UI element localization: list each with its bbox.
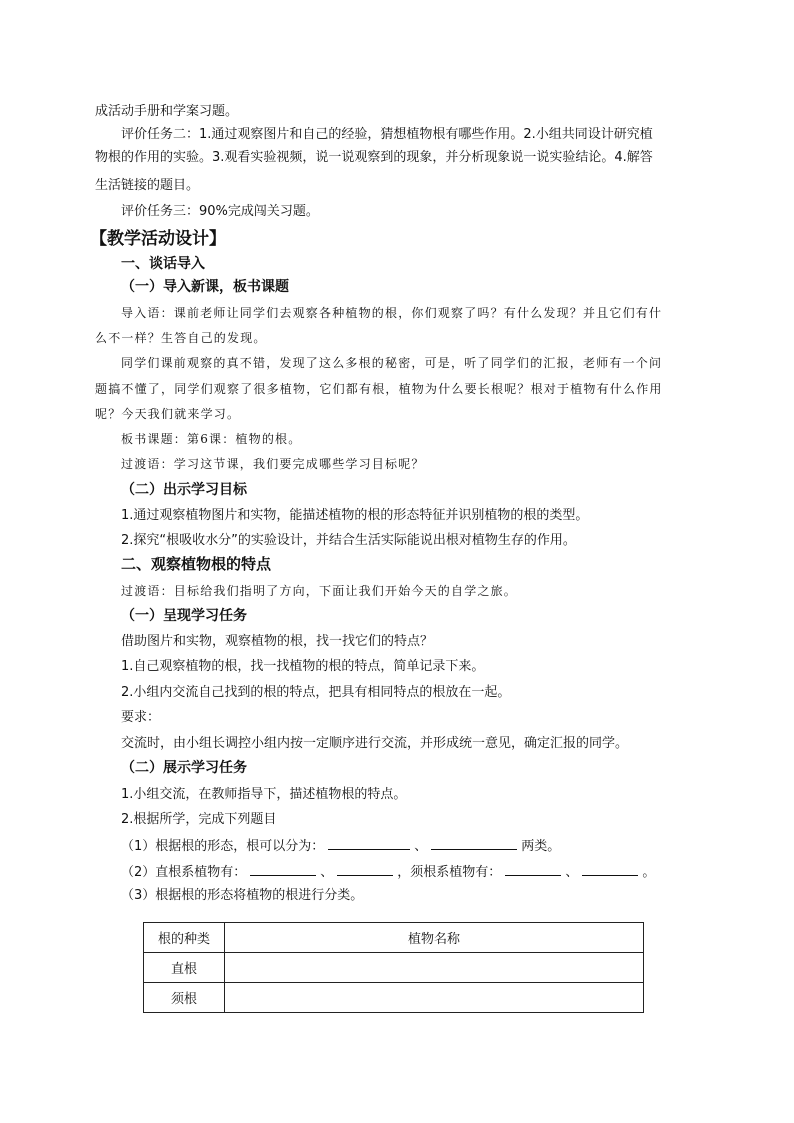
table-header-row: [144, 923, 644, 953]
intro-line: 成活动手册和学案习题。: [95, 104, 239, 119]
answer-blank[interactable]: [328, 835, 410, 850]
paragraph-line: 呢？今天我们就来学习。: [95, 407, 241, 421]
separator: 、: [414, 839, 428, 854]
subsection-heading: （二）出示学习目标: [121, 482, 247, 498]
goal-item: 1.通过观察植物图片和实物，能描述植物的根的形态特征并识别植物的根的类型。: [121, 508, 589, 523]
answer-blank[interactable]: [582, 861, 638, 876]
root-type-cell: 须根: [144, 983, 225, 1013]
paragraph-line: 题搞不懂了，同学们观察了很多植物，它们都有根，植物为什么要长根呢？根对于植物有什么作用: [95, 382, 663, 396]
question-text: （2）直根系植物有：: [121, 865, 247, 880]
task-item: 2.小组内交流自己找到的根的特点，把具有相同特点的根放在一起。: [121, 685, 511, 700]
table-header-cell: 植物名称: [225, 923, 644, 953]
subsection-heading: （一）呈现学习任务: [121, 608, 247, 624]
answer-blank[interactable]: [431, 835, 517, 850]
answer-blank[interactable]: [505, 861, 561, 876]
board-title: 板书课题：第6课：植物的根。: [121, 432, 302, 446]
show-item: 2.根据所学，完成下列题目: [121, 812, 277, 827]
separator: 、: [565, 865, 579, 880]
eval-task-2-line: 物根的作用的实验。3.观看实验视频，说一说观察到的现象，并分析现象说一说实验结论。4.解答: [95, 150, 653, 165]
question-1: [121, 835, 560, 857]
task-item: 1.自己观察植物的根，找一找植物的根的特点，简单记录下来。: [121, 659, 485, 674]
answer-blank[interactable]: [337, 861, 393, 876]
root-type-cell: 直根: [144, 953, 225, 983]
show-item: 1.小组交流，在教师指导下，描述植物根的特点。: [121, 787, 407, 802]
table-header-cell: 根的种类: [144, 923, 225, 953]
eval-task-2-line: 生活链接的题目。: [95, 178, 200, 193]
eval-task-3: 评价任务三：90%完成闯关习题。: [121, 204, 319, 219]
subsection-heading: （一）导入新课，板书课题: [121, 279, 289, 295]
root-classification-table: [143, 922, 644, 1013]
subsection-heading: （二）展示学习任务: [121, 760, 247, 776]
separator: 、: [320, 865, 334, 880]
table-row: [144, 983, 644, 1013]
main-title: 【教学活动设计】: [90, 229, 226, 249]
requirement-label: 要求：: [121, 710, 161, 725]
paragraph-line: 导入语：课前老师让同学们去观察各种植物的根，你们观察了吗？有什么发现？并且它们有什: [121, 306, 663, 320]
paragraph-line: 同学们课前观察的真不错，发现了这么多根的秘密，可是，听了同学们的汇报，老师有一个问: [121, 356, 663, 370]
answer-blank[interactable]: [250, 861, 316, 876]
plant-names-cell[interactable]: [225, 983, 644, 1013]
question-text: （1）根据根的形态，根可以分为：: [121, 839, 325, 854]
requirement-text: 交流时，由小组长调控小组内按一定顺序进行交流，并形成统一意见，确定汇报的同学。: [121, 736, 629, 751]
question-3: （3）根据根的形态将植物的根进行分类。: [121, 888, 364, 903]
question-2: [121, 861, 655, 883]
section-heading: 一、谈话导入: [121, 256, 205, 272]
paragraph-line: 么不一样？生答自己的发现。: [95, 331, 267, 345]
question-text: 两类。: [521, 839, 561, 854]
question-text: 。: [642, 865, 656, 880]
transition-line: 过渡语：学习这节课，我们要完成哪些学习目标呢？: [121, 457, 425, 471]
goal-item: 2.探究“根吸收水分”的实验设计，并结合生活实际能说出根对植物生存的作用。: [121, 533, 576, 548]
question-text: ，须根系植物有：: [397, 865, 502, 880]
task-intro: 借助图片和实物，观察植物的根，找一找它们的特点？: [121, 634, 434, 649]
plant-names-cell[interactable]: [225, 953, 644, 983]
section-heading: 二、观察植物根的特点: [121, 555, 272, 573]
eval-task-2-line: 评价任务二：1.通过观察图片和自己的经验，猜想植物根有哪些作用。2.小组共同设计研究植: [121, 127, 653, 142]
table-row: [144, 953, 644, 983]
transition-line: 过渡语：目标给我们指明了方向，下面让我们开始今天的自学之旅。: [121, 584, 518, 598]
